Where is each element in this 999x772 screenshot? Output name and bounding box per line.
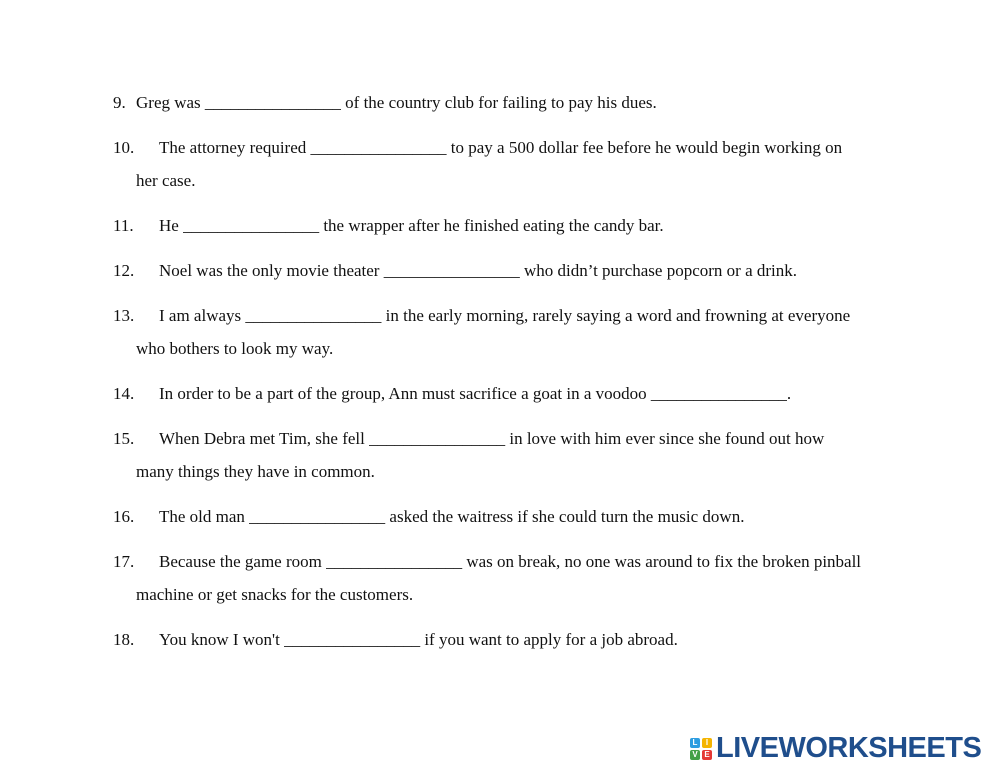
question-text: In order to be a part of the group, Ann must sacrifice a goat in a voodoo ________________.: [159, 384, 792, 403]
logo-tile-e: E: [702, 750, 712, 760]
question-text-continued: many things they have in common.: [136, 462, 375, 481]
question-text: He ________________ the wrapper after he finished eating the candy bar.: [159, 216, 664, 235]
question-14: [113, 377, 953, 410]
question-16: [113, 500, 953, 533]
question-11: [113, 209, 953, 242]
question-text-continued: who bothers to look my way.: [136, 339, 334, 358]
question-number: 10.: [113, 138, 135, 157]
question-number: 14.: [113, 384, 135, 403]
logo-text: LIVEWORKSHEETS: [716, 732, 982, 764]
question-text-continued: machine or get snacks for the customers.: [136, 585, 414, 604]
question-text-continued: her case.: [136, 171, 196, 190]
question-number: 16.: [113, 507, 135, 526]
question-number: 13.: [113, 306, 135, 325]
logo-tile-i: I: [702, 738, 712, 748]
question-text: I am always ________________ in the early morning, rarely saying a word and frowning at everyone: [159, 306, 851, 325]
question-17: [113, 545, 953, 611]
question-text: Greg was ________________ of the country club for failing to pay his dues.: [136, 93, 657, 112]
question-text: Because the game room ________________ was on break, no one was around to fix the broken pinball: [159, 552, 862, 571]
question-9: [113, 86, 953, 119]
question-number: 12.: [113, 261, 135, 280]
question-number: 15.: [113, 429, 135, 448]
logo-tile-l: L: [690, 738, 700, 748]
logo-icon: [690, 738, 712, 760]
question-number: 9.: [113, 93, 126, 112]
question-10: [113, 131, 953, 197]
question-12: [113, 254, 953, 287]
question-number: 11.: [113, 216, 134, 235]
question-13: [113, 299, 953, 365]
question-text: When Debra met Tim, she fell ________________ in love with him ever since she found out how: [159, 429, 825, 448]
question-number: 17.: [113, 552, 135, 571]
question-text: You know I won't ________________ if you want to apply for a job abroad.: [159, 630, 678, 649]
question-text: The attorney required ________________ to pay a 500 dollar fee before he would begin working on: [159, 138, 843, 157]
question-18: [113, 623, 953, 656]
question-number: 18.: [113, 630, 135, 649]
question-text: The old man ________________ asked the waitress if she could turn the music down.: [159, 507, 745, 526]
logo-tile-v: V: [690, 750, 700, 760]
liveworksheets-logo: [690, 732, 981, 765]
question-15: [113, 422, 953, 488]
question-text: Noel was the only movie theater ________________ who didn’t purchase popcorn or a drink.: [159, 261, 797, 280]
